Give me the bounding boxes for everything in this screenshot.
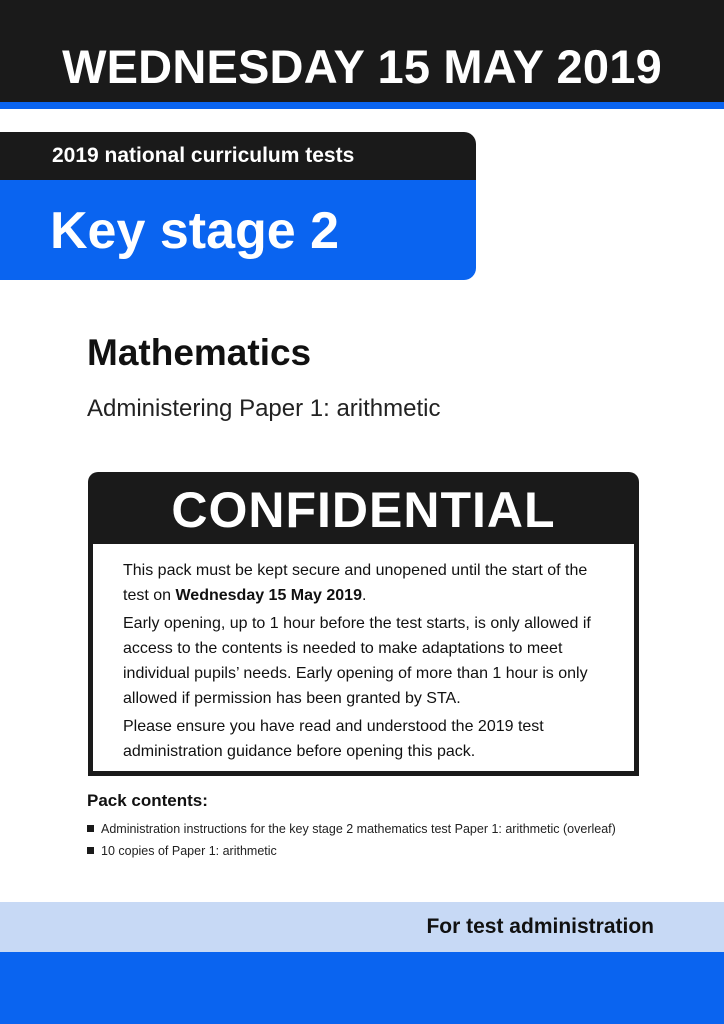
square-bullet-icon xyxy=(87,847,94,854)
confidential-heading: CONFIDENTIAL xyxy=(171,482,556,538)
confidential-paragraph: Please ensure you have read and understood the 2019 test administration guidance before opening this pack. xyxy=(123,718,544,760)
list-item-text: Administration instructions for the key stage 2 mathematics test Paper 1: arithmetic (overleaf) xyxy=(101,822,616,836)
pack-contents-list xyxy=(87,821,647,865)
footer-label: For test administration xyxy=(426,915,654,938)
test-date: WEDNESDAY 15 MAY 2019 xyxy=(62,40,662,93)
series-band xyxy=(0,132,476,180)
subject-title: Mathematics xyxy=(87,332,312,373)
list-item-text: 10 copies of Paper 1: arithmetic xyxy=(101,844,277,858)
subject-subtitle: Administering Paper 1: arithmetic xyxy=(87,395,441,422)
pack-contents-heading: Pack contents: xyxy=(87,791,208,810)
confidential-text xyxy=(123,558,613,767)
stage-label: Key stage 2 xyxy=(50,202,340,260)
confidential-box xyxy=(88,472,639,776)
notice-text: This pack must be kept secure and unopened until the start of the test on xyxy=(123,562,588,604)
date-banner-stripe xyxy=(0,102,724,109)
confidential-paragraph: Early opening, up to 1 hour before the test starts, is only allowed if access to the contents is needed to make adaptations to meet individual pupils’ needs. Early opening of more than 1 hour is only allowed if permission has been granted by STA. xyxy=(123,615,591,707)
footer-band xyxy=(0,902,724,952)
confidential-paragraph xyxy=(123,558,613,608)
notice-period: . xyxy=(361,587,367,604)
list-item xyxy=(87,843,647,859)
notice-date: Wednesday 15 May 2019 xyxy=(175,587,362,604)
series-label: 2019 national curriculum tests xyxy=(52,144,355,167)
square-bullet-icon xyxy=(87,825,94,832)
footer-blue-band xyxy=(0,952,724,1024)
stage-band xyxy=(0,180,476,280)
date-banner xyxy=(0,0,724,102)
key-stage-tab xyxy=(0,132,476,280)
list-item xyxy=(87,821,647,837)
confidential-notice xyxy=(93,544,634,771)
